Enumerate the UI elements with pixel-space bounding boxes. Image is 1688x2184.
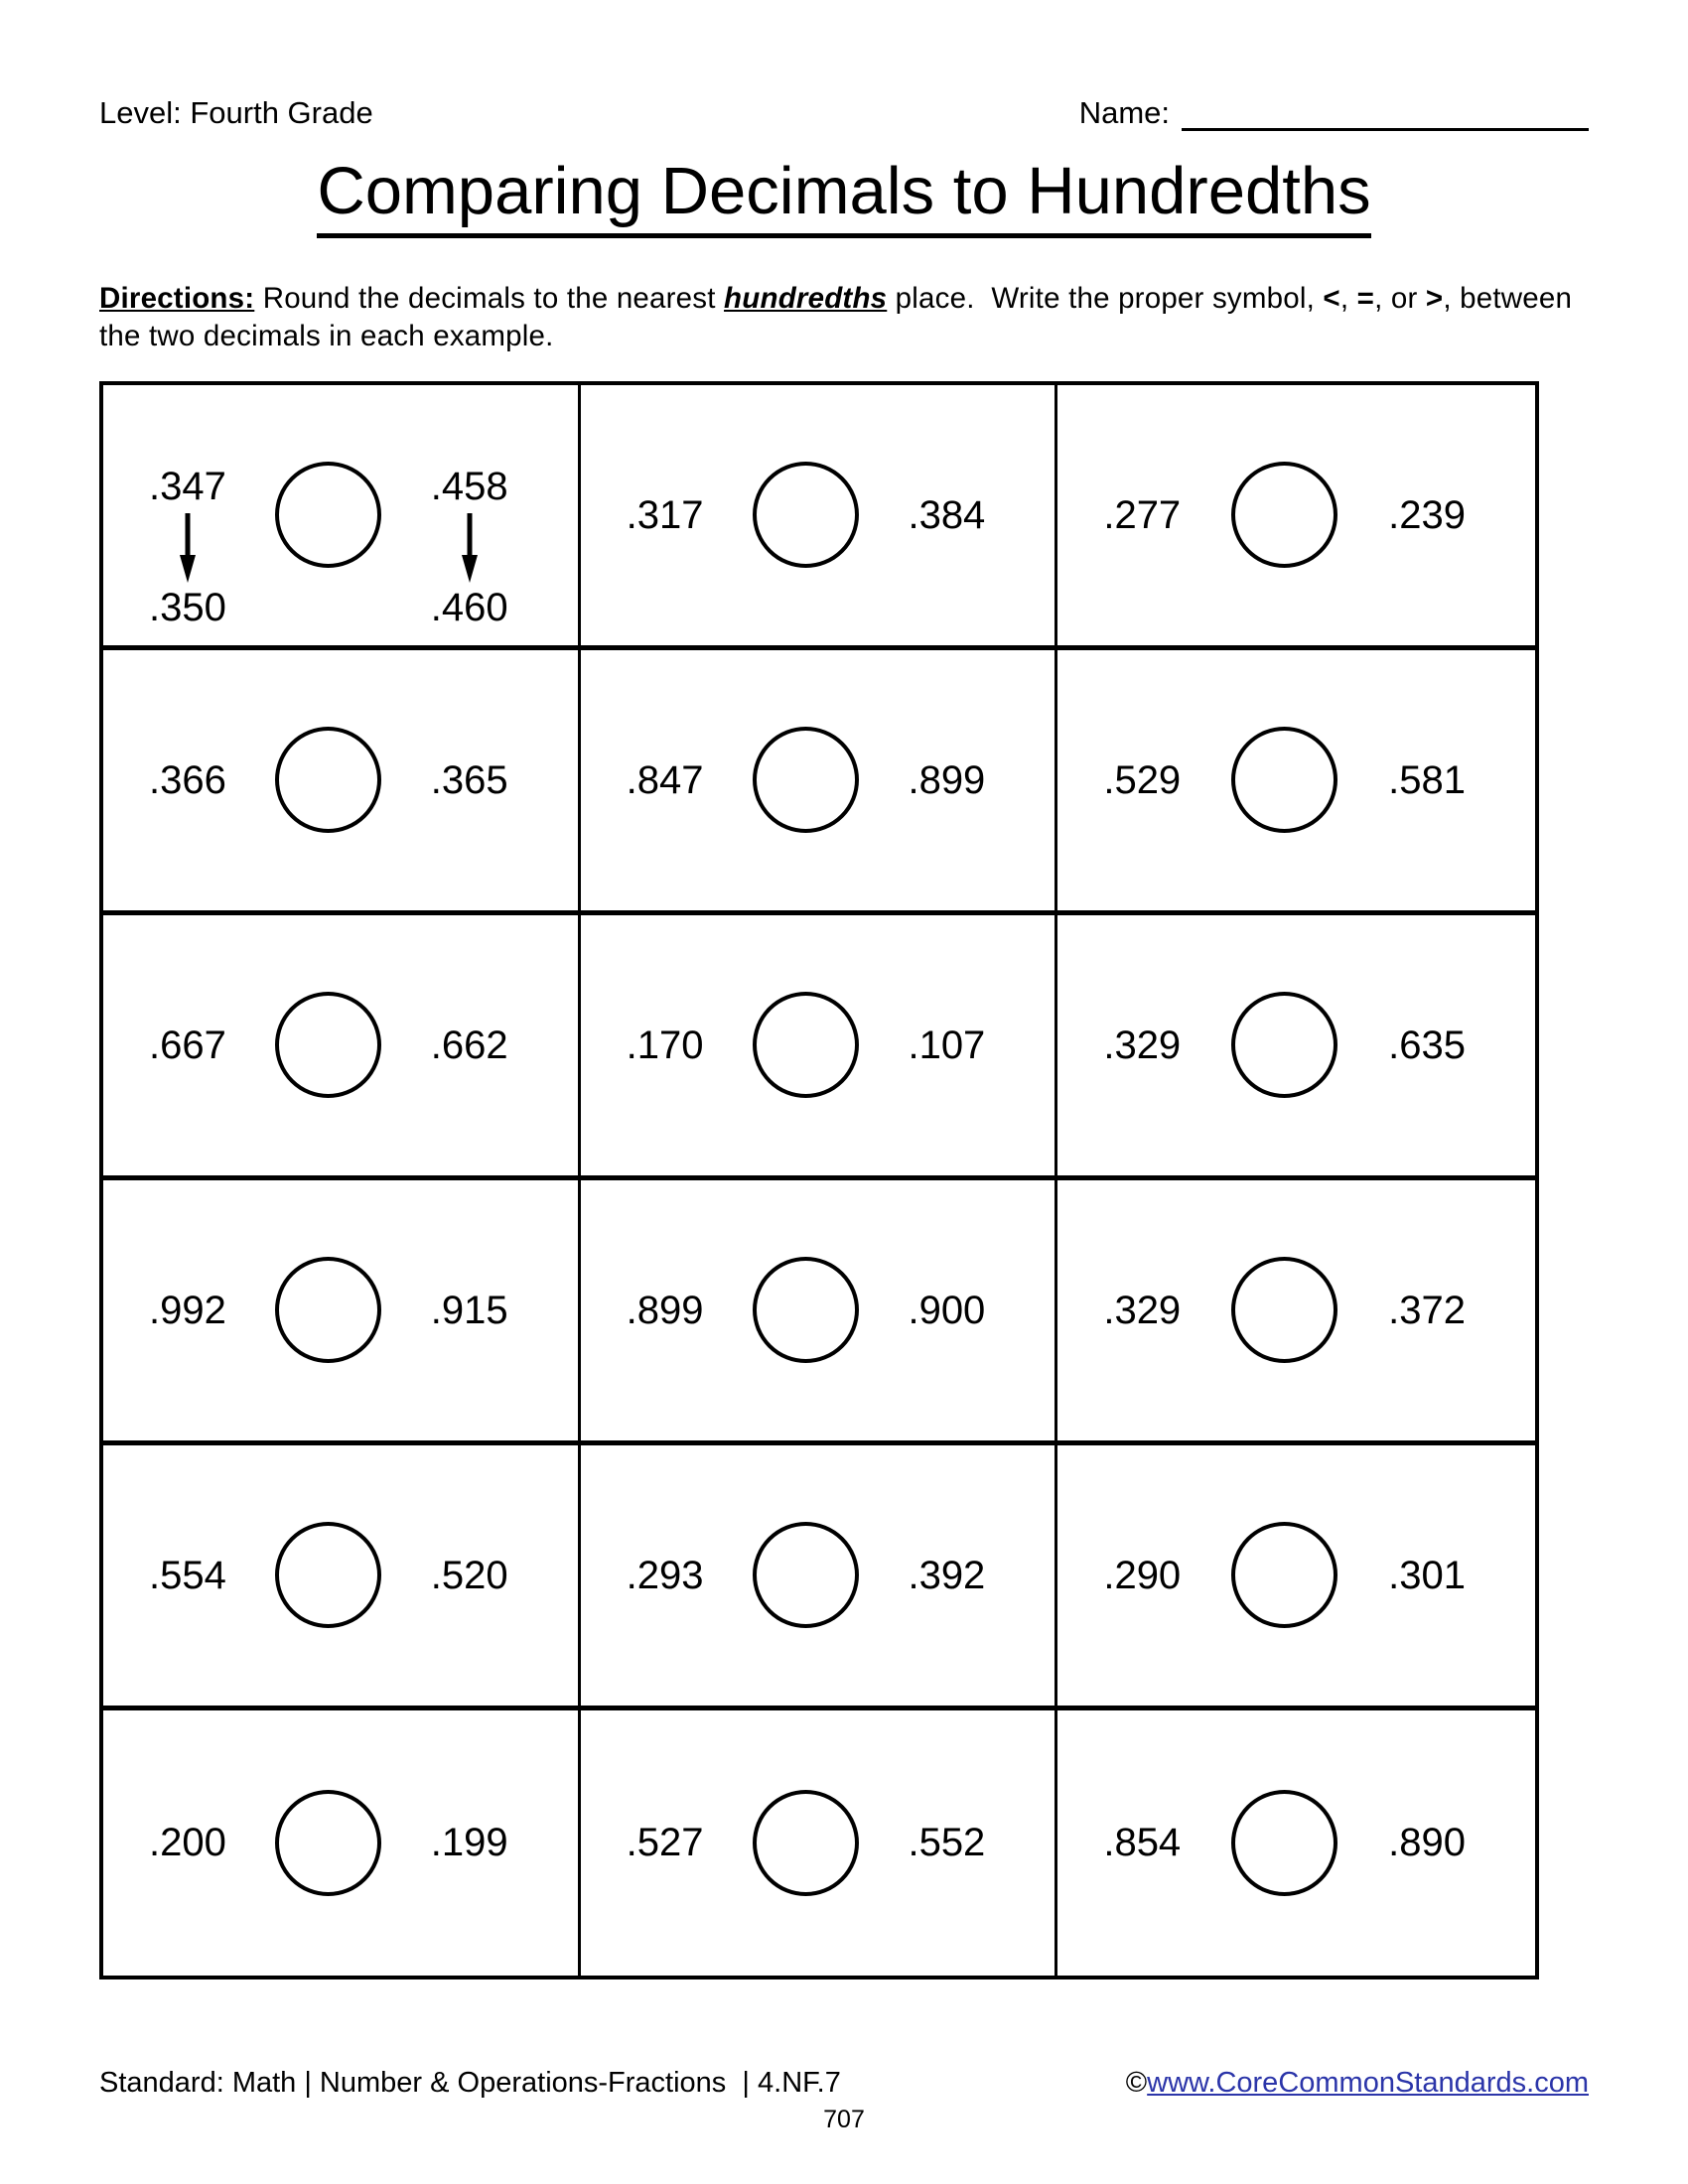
worksheet-cell xyxy=(1057,1180,1535,1445)
decimal-right: .899 xyxy=(908,757,986,802)
worksheet-cell xyxy=(581,1180,1058,1445)
decimal-left: .529 xyxy=(1103,757,1182,802)
decimal-right: .900 xyxy=(908,1288,986,1332)
decimal-left: .667 xyxy=(149,1023,226,1067)
decimal-left: .170 xyxy=(626,1023,704,1067)
decimal-left: .347 xyxy=(149,464,226,508)
decimal-right: .372 xyxy=(1388,1288,1466,1332)
worksheet-cell xyxy=(581,650,1058,915)
worksheet-cell xyxy=(103,1710,581,1976)
copyright xyxy=(1126,2067,1589,2100)
decimal-left: .854 xyxy=(1103,1821,1182,1865)
name-label: Name: xyxy=(1078,95,1170,130)
worksheet-cell xyxy=(581,915,1058,1180)
decimal-right: .890 xyxy=(1388,1821,1466,1865)
decimal-left: .290 xyxy=(1103,1553,1182,1597)
page-title: Comparing Decimals to Hundredths xyxy=(317,157,1370,238)
directions-part: , xyxy=(1339,282,1357,316)
page-number: 707 xyxy=(823,2105,865,2133)
directions-part: Directions: xyxy=(99,282,255,316)
name-input-line[interactable] xyxy=(1182,98,1589,131)
answer-circle[interactable] xyxy=(275,727,381,833)
worksheet-cell xyxy=(1057,650,1535,915)
decimal-right: .365 xyxy=(430,757,508,802)
core-common-standards-link[interactable]: www.CoreCommonStandards.com xyxy=(1147,2066,1589,2099)
worksheet-cell xyxy=(1057,1710,1535,1976)
answer-circle[interactable] xyxy=(275,1790,381,1896)
answer-circle[interactable] xyxy=(1231,727,1337,833)
worksheet-cell xyxy=(103,1180,581,1445)
header xyxy=(99,95,1589,131)
answer-circle[interactable] xyxy=(753,1257,859,1363)
worksheet-cell xyxy=(581,1445,1058,1710)
answer-circle[interactable] xyxy=(275,462,381,568)
worksheet-cell xyxy=(103,915,581,1180)
decimal-right: .458 xyxy=(430,464,508,508)
directions-part: < xyxy=(1323,282,1340,316)
decimal-right: .239 xyxy=(1388,492,1466,537)
answer-circle[interactable] xyxy=(1231,1257,1337,1363)
decimal-right: .107 xyxy=(908,1023,986,1067)
worksheet-cell xyxy=(103,1445,581,1710)
worksheet-grid xyxy=(99,381,1539,1979)
worksheet-cell xyxy=(1057,915,1535,1180)
copyright-symbol: © xyxy=(1125,2066,1148,2099)
answer-circle[interactable] xyxy=(753,727,859,833)
footer xyxy=(99,2067,1589,2100)
answer-circle[interactable] xyxy=(1231,1522,1337,1628)
decimal-left-rounded: .350 xyxy=(149,585,226,629)
directions-part: hundredths xyxy=(724,282,888,316)
decimal-right: .552 xyxy=(908,1821,986,1865)
decimal-left: .554 xyxy=(149,1553,226,1597)
answer-circle[interactable] xyxy=(753,992,859,1098)
directions-part: > xyxy=(1425,282,1444,316)
decimal-left: .293 xyxy=(626,1553,704,1597)
decimal-right: .915 xyxy=(430,1288,508,1332)
answer-circle[interactable] xyxy=(1231,992,1337,1098)
answer-circle[interactable] xyxy=(275,1522,381,1628)
decimal-right: .199 xyxy=(430,1821,508,1865)
directions-part: place. Write the proper symbol, xyxy=(887,282,1324,316)
decimal-left: .527 xyxy=(626,1821,704,1865)
worksheet-cell xyxy=(1057,1445,1535,1710)
decimal-left: .992 xyxy=(149,1288,226,1332)
decimal-left: .317 xyxy=(626,492,704,537)
answer-circle[interactable] xyxy=(1231,1790,1337,1896)
rounding-example-left xyxy=(149,464,226,629)
worksheet-cell xyxy=(103,385,581,650)
decimal-left: .366 xyxy=(149,757,226,802)
decimal-left: .899 xyxy=(626,1288,704,1332)
worksheet-cell xyxy=(581,1710,1058,1976)
level-label: Level: Fourth Grade xyxy=(99,95,373,130)
decimal-left: .329 xyxy=(1103,1023,1182,1067)
decimal-right: .581 xyxy=(1388,757,1466,802)
decimal-right-rounded: .460 xyxy=(430,585,508,629)
answer-circle[interactable] xyxy=(753,1790,859,1896)
answer-circle[interactable] xyxy=(753,462,859,568)
down-arrow-icon xyxy=(179,511,197,583)
title-wrap xyxy=(99,154,1589,238)
decimal-right: .662 xyxy=(430,1023,508,1067)
directions-part: , or xyxy=(1374,282,1426,316)
decimal-left: .329 xyxy=(1103,1288,1182,1332)
decimal-right: .520 xyxy=(430,1553,508,1597)
decimal-left: .277 xyxy=(1103,492,1182,537)
down-arrow-icon xyxy=(461,511,479,583)
answer-circle[interactable] xyxy=(753,1522,859,1628)
worksheet-cell xyxy=(581,385,1058,650)
worksheet-cell xyxy=(103,650,581,915)
answer-circle[interactable] xyxy=(275,992,381,1098)
standard-label: Standard: Math | Number & Operations-Fractions | 4.NF.7 xyxy=(99,2066,841,2099)
directions-text xyxy=(99,280,1589,355)
decimal-left: .200 xyxy=(149,1821,226,1865)
directions-part: = xyxy=(1356,282,1375,316)
directions-part: , between the two decimals in each example. xyxy=(99,282,1581,353)
decimal-right: .384 xyxy=(908,492,986,537)
worksheet-cell xyxy=(1057,385,1535,650)
directions-part: Round the decimals to the nearest xyxy=(254,282,725,316)
decimal-right: .392 xyxy=(908,1553,986,1597)
answer-circle[interactable] xyxy=(275,1257,381,1363)
decimal-right: .635 xyxy=(1388,1023,1466,1067)
decimal-left: .847 xyxy=(626,757,704,802)
answer-circle[interactable] xyxy=(1231,462,1337,568)
decimal-right: .301 xyxy=(1388,1553,1466,1597)
name-group xyxy=(1079,95,1589,131)
rounding-example-right xyxy=(430,464,508,629)
